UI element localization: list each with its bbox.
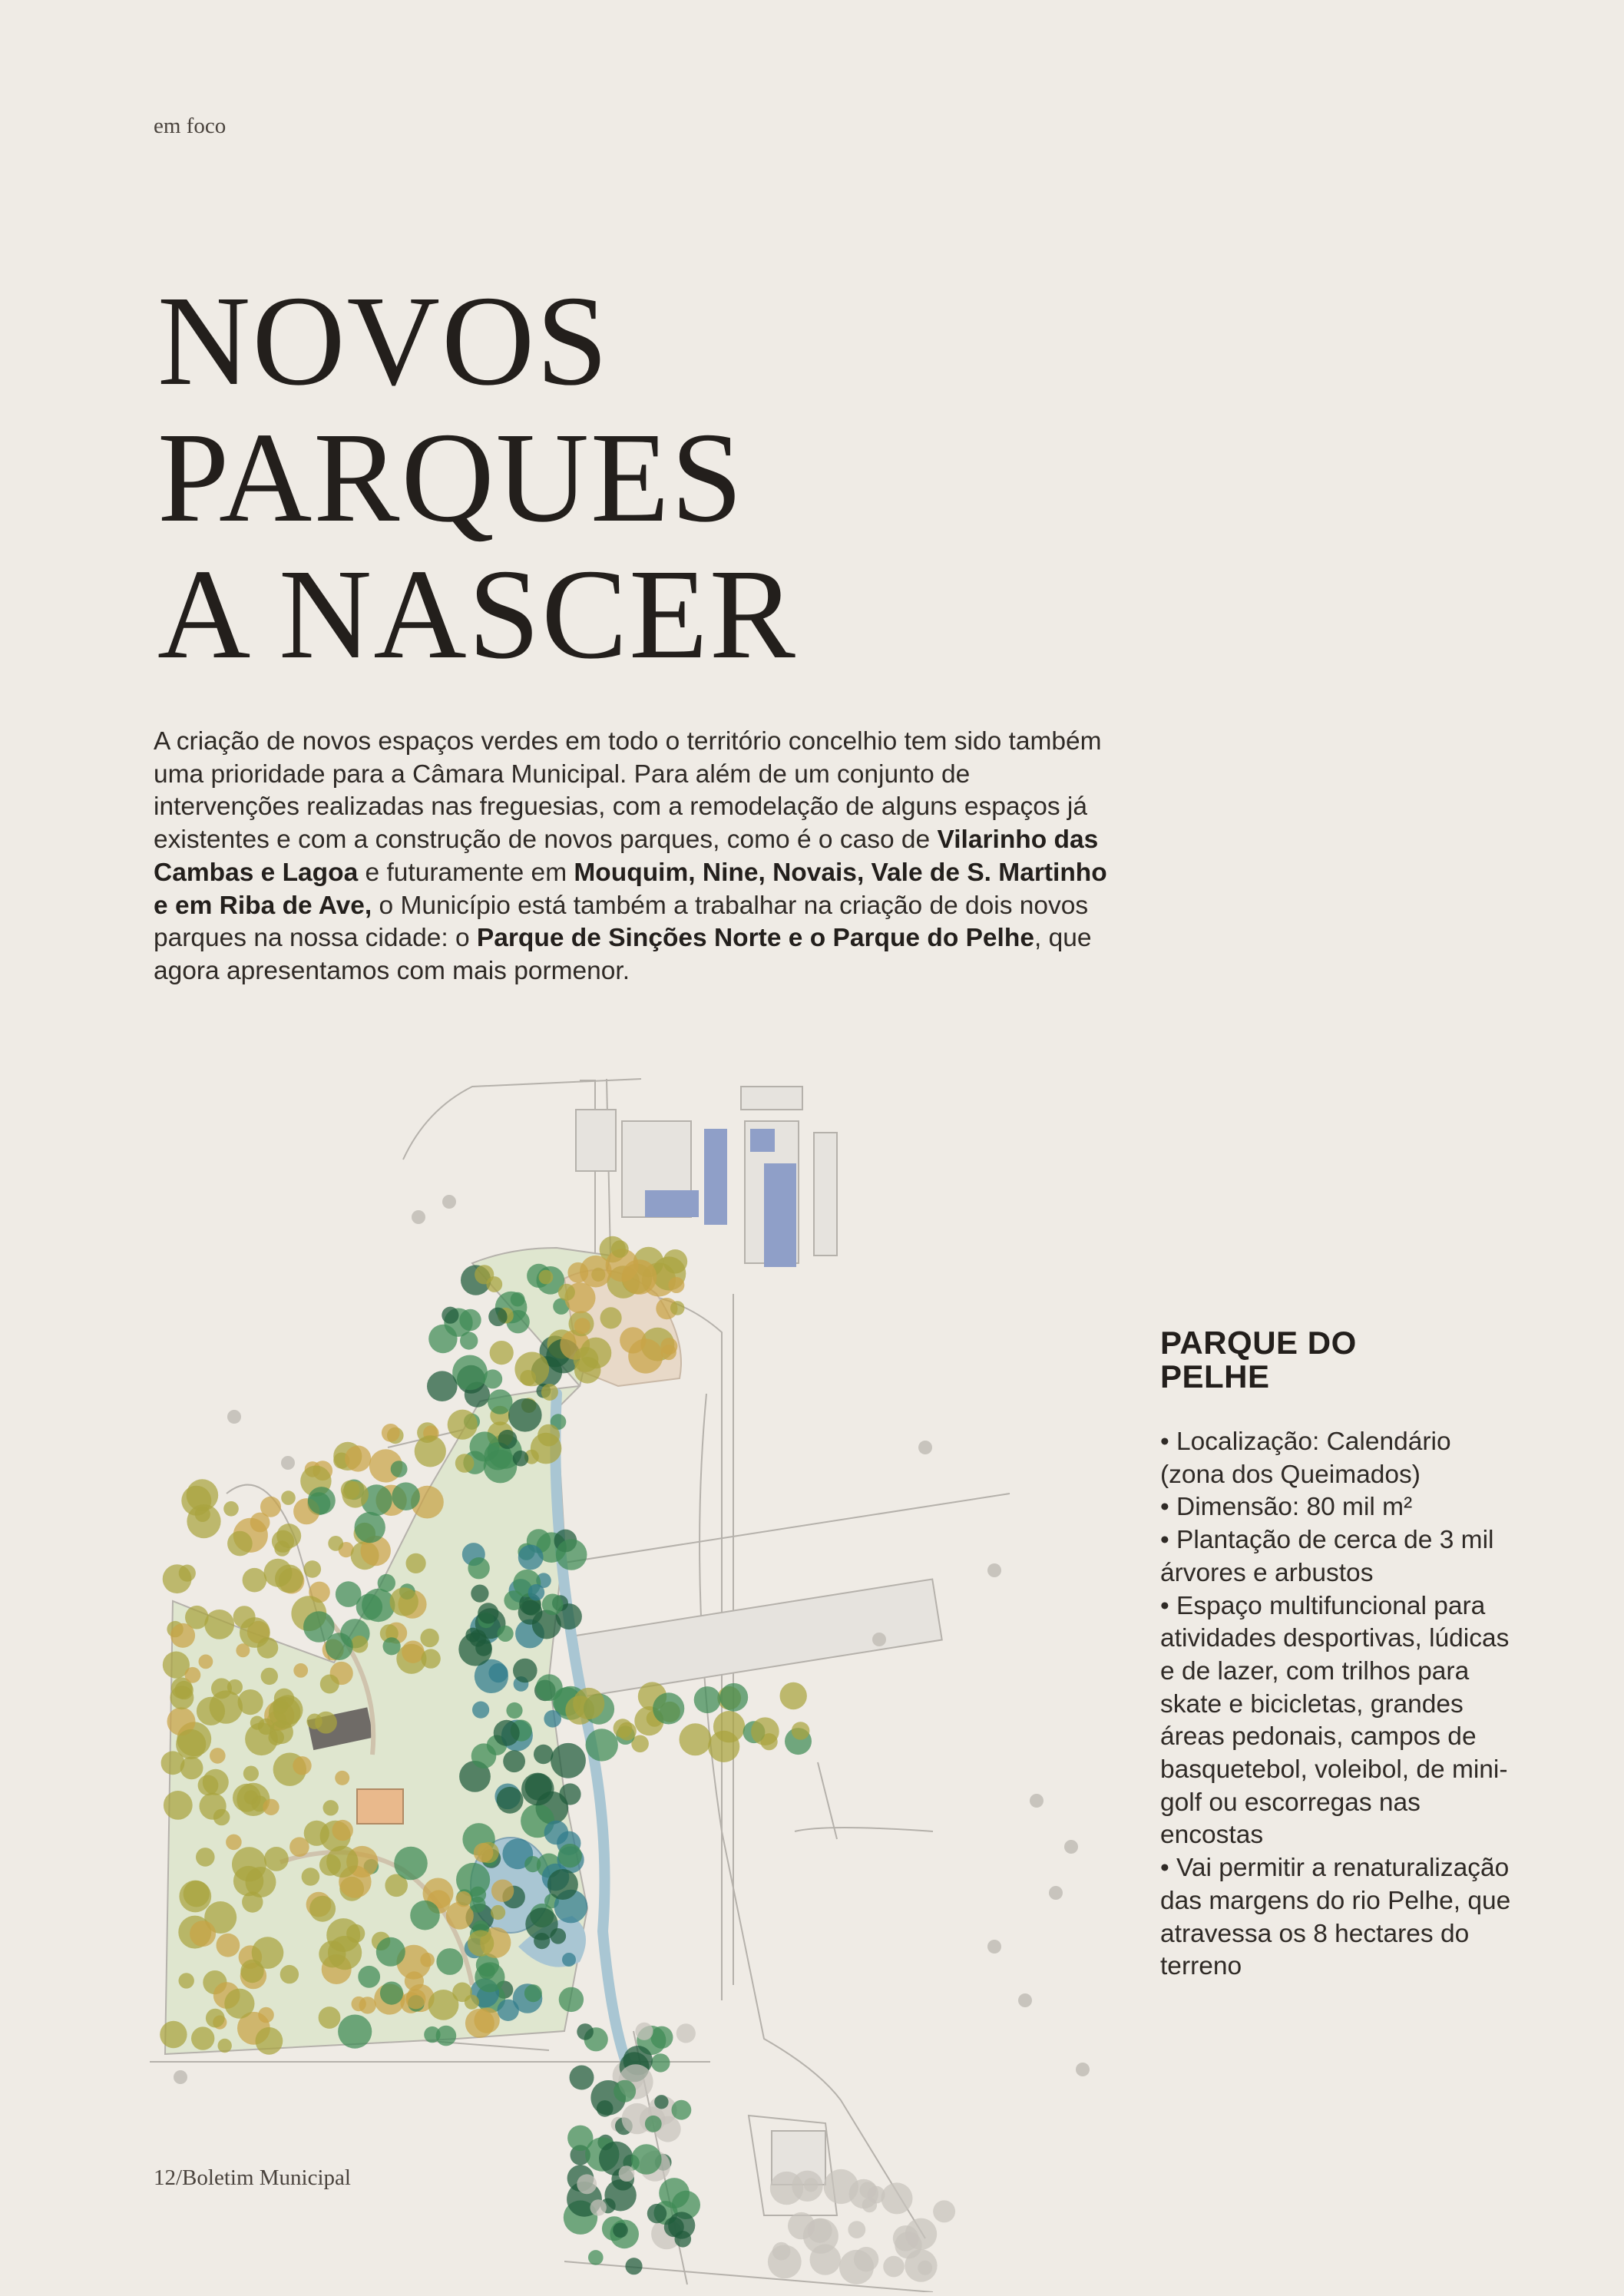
tree-canopy [562,1953,576,1967]
tree-canopy [190,1921,216,1947]
tree-canopy [240,1960,263,1983]
page-title [157,270,797,686]
tree-canopy [524,1856,541,1872]
tree-canopy [179,1973,194,1988]
tree-canopy [488,1663,508,1682]
tree-canopy [382,1424,400,1442]
tree-canopy [465,2009,494,2038]
tree-canopy [184,1881,210,1907]
tree-canopy [491,1880,514,1902]
tree-canopy [577,2023,594,2040]
tree-canopy [619,2165,635,2182]
tree-canopy [839,2250,874,2284]
intro-text-2: e futuramente em [358,858,574,887]
tree-canopy [243,1766,259,1782]
tree-canopy [170,1623,195,1648]
tree-canopy [315,1712,337,1734]
tree-canopy [933,2200,955,2222]
page-footer: 12/Boletim Municipal [154,2165,351,2190]
tree-canopy-scattered [442,1195,456,1209]
tree-canopy [625,2258,642,2274]
tree-canopy [320,1675,339,1694]
tree-canopy [573,1688,604,1719]
tree-canopy [293,1756,311,1775]
tree-canopy [258,2007,274,2023]
park-title [1160,1326,1513,1394]
tree-canopy [204,1610,234,1639]
tree-canopy [536,1674,563,1701]
tree-canopy [335,1771,349,1785]
tree-canopy [269,1697,301,1729]
tree-canopy [668,1277,684,1293]
tree-canopy [264,1559,293,1587]
tree-canopy [713,1711,745,1742]
tree-canopy-scattered [174,2070,187,2084]
title-line-3: A NASCER [157,543,797,686]
tree-canopy [468,1557,489,1579]
tree-canopy [525,1773,552,1800]
tree-canopy-scattered [1064,1840,1078,1854]
tree-canopy [448,1410,478,1440]
tree-canopy [380,1982,403,2005]
tree-canopy [541,1384,558,1401]
tree-canopy [883,2256,905,2278]
tree-canopy [263,1799,279,1815]
tree-canopy [631,2144,662,2175]
tree-canopy [514,1352,549,1387]
tree-canopy [455,1454,475,1473]
tree-canopy-scattered [1076,2063,1090,2076]
tree-canopy [455,1891,471,1907]
tree-canopy [421,1649,440,1668]
tree-canopy [191,2026,214,2050]
tree-canopy [394,1847,428,1881]
tree-canopy-scattered [1049,1886,1063,1900]
tree-canopy [420,1953,435,1967]
tree-canopy [308,1487,336,1514]
tree-canopy [206,2009,225,2028]
intro-bold-3: Parque de Sinções Norte e o Parque do Pelhe [476,924,1034,953]
tree-canopy [218,2039,232,2053]
tree-canopy [328,1936,362,1970]
tree-canopy [544,1821,569,1845]
tree-canopy [849,2179,878,2208]
tree-canopy [780,1682,807,1709]
tree-canopy [506,1702,522,1719]
tree-canopy [676,2023,696,2043]
tree-canopy [199,1655,213,1669]
tree-canopy [336,1581,362,1607]
tree-canopy [654,2095,668,2109]
tree-canopy [672,2100,692,2120]
tree-canopy [668,2212,695,2238]
tree-canopy [236,1643,250,1657]
tree-canopy [670,1301,685,1315]
tree-canopy [539,1270,554,1285]
tree-canopy [405,1989,425,2009]
tree-canopy [490,1341,514,1365]
tree-canopy [551,1743,586,1778]
tree-canopy [660,1338,677,1355]
tree-canopy [227,1531,253,1557]
tree-canopy [359,1997,376,2013]
tree-canopy [176,1729,206,1759]
tree-canopy [719,1683,748,1712]
tree-canopy-scattered [281,1456,295,1470]
tree-canopy [323,1800,339,1815]
tree-canopy [804,2178,818,2192]
park-facts-list [1160,1426,1513,1983]
tree-canopy [471,1743,497,1768]
tree-canopy [181,1486,211,1516]
tree-canopy [651,2053,670,2072]
tree-canopy [577,2174,597,2194]
tree-canopy [635,2023,653,2040]
tree-canopy-scattered [987,1563,1001,1577]
tree-canopy [478,1603,498,1623]
tree-canopy-scattered [1030,1794,1044,1808]
tree-canopy [497,1787,524,1814]
tree-canopy-scattered [1018,1993,1032,2007]
tree-canopy [474,1843,494,1863]
tree-canopy [304,1821,329,1846]
tree-canopy [511,1292,525,1307]
tree-canopy [342,1481,369,1508]
tree-canopy [405,1971,424,1990]
tree-canopy [233,1866,263,1896]
tree-canopy [328,1536,343,1551]
tree-canopy [556,1539,587,1570]
tree-canopy [881,2182,913,2214]
tree-canopy-scattered [918,1441,932,1454]
tree-canopy [210,1748,226,1764]
tree-canopy [518,1545,544,1570]
tree-canopy [586,1729,618,1761]
tree-canopy [525,1907,557,1940]
tree-canopy [491,1905,505,1920]
title-line-1: NOVOS [157,270,610,412]
tree-canopy [848,2221,865,2238]
tree-canopy [203,1769,229,1795]
tree-canopy [256,2027,283,2055]
tree-canopy [415,1435,446,1467]
plan-court [357,1789,403,1824]
tree-canopy [185,1667,201,1683]
intro-text-4: , que agora apresentamos com mais pormenor. [154,924,1092,985]
tree-canopy [224,1989,254,2019]
tree-canopy [164,1791,193,1820]
tree-canopy [558,1844,582,1868]
tree-canopy [280,1965,299,1983]
section-label: em foco [154,114,227,138]
tree-canopy [559,1783,580,1805]
tree-canopy [590,2199,607,2215]
tree-canopy [428,1990,459,2020]
tree-canopy [351,1636,369,1653]
tree-canopy [475,1962,504,1992]
tree-canopy [264,1847,289,1871]
tree-canopy [659,2178,690,2208]
tree-canopy [895,2231,921,2258]
tree-canopy [420,1629,438,1647]
tree-canopy [465,1995,479,2010]
tree-canopy [452,1355,488,1391]
tree-canopy [410,1901,440,1930]
tree-canopy [392,1482,420,1510]
tree-canopy [179,1565,196,1582]
tree-canopy [217,1934,240,1957]
tree-canopy [358,1966,380,1988]
intro-bold-1: Vilarinho das Cambas e Lagoa [154,825,1099,887]
tree-canopy [200,1793,227,1820]
fact-planting: • Plantação de cerca de 3 mil árvores e arbustos [1160,1524,1513,1590]
tree-canopy [547,1869,578,1900]
tree-canopy [470,1431,500,1461]
tree-canopy [293,1663,308,1678]
tree-canopy [528,1584,545,1601]
intro-text-1: A criação de novos espaços verdes em todo o território concelhio tem sido também uma prioridade para a Câmara Municipal. Para além de um conjunto de intervenções realizadas nas freguesias, com a remodelação de alguns espaços já existentes e com a construção de novos parques, como é o caso de [154,727,1102,855]
tree-canopy [498,2000,519,2021]
tree-canopy [611,1240,629,1258]
tree-canopy [471,1585,488,1603]
tree-canopy [338,2015,372,2049]
tree-canopy [808,2218,832,2243]
tree-canopy [694,1686,721,1713]
tree-canopy [475,1265,494,1284]
intro-text-3: o Município está também a trabalhar na criação de dois novos parques na nossa cidade: o [154,891,1089,953]
tree-canopy [613,2223,628,2238]
tree-canopy [180,1757,203,1780]
tree-canopy [326,1633,353,1660]
park-masterplan [150,1064,1094,2292]
tree-canopy [534,1745,553,1764]
tree-canopy [427,1371,458,1401]
tree-canopy-scattered [872,1633,886,1646]
tree-canopy [261,1668,278,1685]
tree-canopy [468,1930,494,1956]
tree-canopy [362,1589,395,1622]
fact-renaturalization: • Vai permitir a renaturalização das margens do rio Pelhe, que atravessa os 8 hectares do terreno [1160,1852,1513,1983]
fact-multifunctional-space: • Espaço multifuncional para atividades desportivas, lúdicas e de lazer, com trilhos para skate e bicicletas, grandes áreas pedonais, campos de basquetebol, voleibol, de mini-golf ou escorregas nas encostas [1160,1590,1513,1853]
tree-canopy [772,2242,791,2261]
tree-canopy [614,2080,636,2102]
tree-canopy-scattered [412,1210,425,1224]
tree-canopy [558,1284,575,1301]
tree-canopy [628,1338,663,1373]
tree-canopy [600,1307,622,1328]
tree-canopy [513,1659,537,1683]
tree-canopy [488,1308,507,1326]
tree-canopy [792,1722,810,1740]
park-plan-drawing [150,1064,1094,2292]
tree-canopy [622,1259,657,1295]
tree-canopy [436,1948,463,1975]
tree-canopy [309,1896,336,1922]
tree-canopy [226,1834,242,1851]
tree-canopy [390,1587,418,1616]
tree-canopy [210,1690,243,1723]
tree-canopy [524,1984,542,2002]
tree-canopy [274,1540,289,1556]
tree-canopy [508,1398,542,1432]
intro-bold-2: Mouquim, Nine, Novais, Vale de S. Martinho e em Riba de Ave, [154,858,1107,920]
tree-canopy [542,1594,564,1616]
tree-canopy [498,1626,514,1642]
tree-canopy [244,1790,258,1804]
tree-canopy [604,2179,636,2211]
tree-canopy [570,2066,594,2090]
tree-canopy [470,1897,486,1913]
fact-location: • Localização: Calendário (zona dos Queimados) [1160,1426,1513,1491]
tree-canopy [567,2126,593,2151]
tree-canopy [428,1325,457,1353]
tree-canopy [160,2021,187,2048]
tree-canopy [488,1389,512,1414]
tree-canopy [680,1723,712,1755]
tree-canopy [513,1451,529,1467]
tree-canopy [424,2026,440,2043]
tree-canopy [240,1617,270,1648]
tree-canopy [304,1560,322,1578]
tree-canopy [567,1262,588,1283]
tree-canopy-scattered [227,1410,241,1424]
tree-canopy [574,1318,590,1334]
tree-canopy [332,1820,353,1841]
tree-canopy [531,1433,562,1464]
fact-dimension: • Dimensão: 80 mil m² [1160,1491,1513,1524]
tree-canopy [442,1307,458,1324]
tree-canopy [647,2204,666,2223]
tree-canopy [494,1720,520,1746]
tree-canopy [498,1430,517,1449]
park-title-line-2: PELHE [1160,1358,1270,1394]
tree-canopy [645,2116,662,2132]
park-info-sidebar [1160,1326,1513,1983]
tree-canopy [406,1553,426,1573]
tree-canopy [281,1490,296,1505]
tree-canopy [751,1717,779,1745]
tree-canopy [574,1357,601,1384]
tree-canopy [355,1512,385,1543]
tree-canopy [319,2007,341,2029]
tree-canopy [402,1641,424,1663]
tree-canopy [326,1846,358,1877]
tree-canopy [243,1568,267,1593]
tree-canopy [559,1987,584,2012]
park-title-line-1: PARQUE DO [1160,1325,1357,1361]
tree-canopy [196,1848,215,1867]
tree-canopy [618,1722,637,1741]
tree-canopy [503,1750,525,1772]
tree-canopy-scattered [987,1940,1001,1954]
tree-canopy [588,2250,604,2265]
tree-canopy [458,1633,492,1666]
tree-canopy [345,1445,371,1471]
tree-canopy [376,1937,405,1967]
tree-canopy [544,1710,561,1728]
tree-canopy [391,1461,408,1477]
tree-canopy [223,1501,239,1517]
intro-paragraph [154,726,1121,988]
tree-canopy [472,1702,489,1719]
tree-canopy [653,1692,684,1724]
tree-canopy [302,1868,320,1886]
tree-canopy [383,1637,401,1655]
title-line-2: PARQUES [157,406,745,549]
